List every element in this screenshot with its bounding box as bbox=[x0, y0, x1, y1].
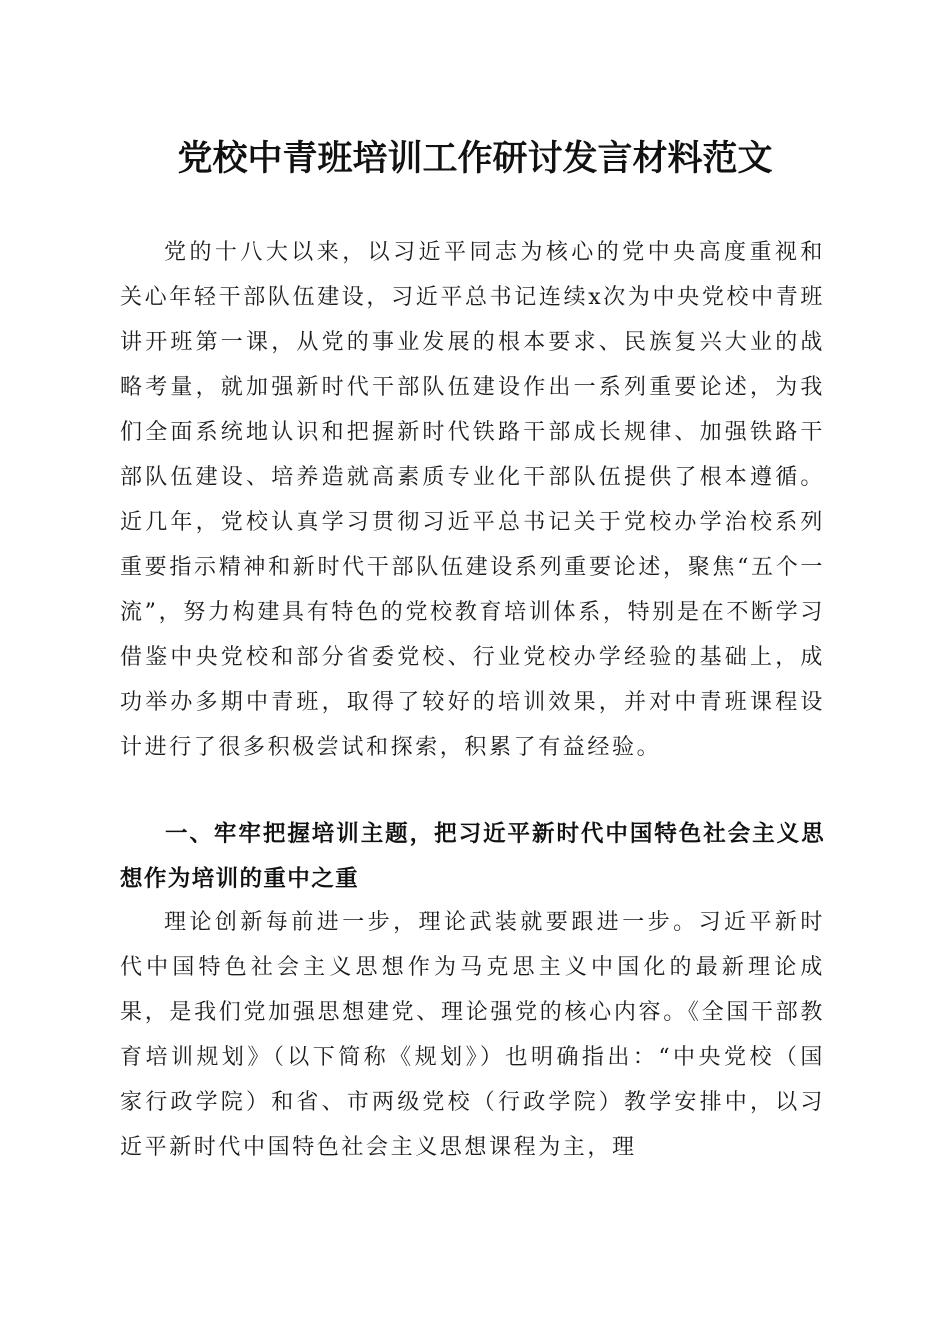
section-1-paragraph: 理论创新每前进一步，理论武装就要跟进一步。习近平新时代中国特色社会主义思想作为马克思主义中国化的最新理论成果，是我们党加强思想建党、理论强党的核心内容。《全国干部教育培训规划》（以下简称《规划》）也明确指出：“中央党校（国家行政学院）和省、市两级党校（行政学院）教学安排中，以习近平新时代中国特色社会主义思想课程为主，理 bbox=[120, 910, 825, 1160]
section-heading-1: 一、牢牢把握培训主题，把习近平新时代中国特色社会主义思想作为培训的重中之重 bbox=[120, 821, 825, 892]
document-title: 党校中青班培训工作研讨发言材料范文 bbox=[177, 138, 773, 179]
intro-paragraph: 党的十八大以来，以习近平同志为核心的党中央高度重视和关心年轻干部队伍建设，习近平总书记连续x次为中央党校中青班讲开班第一课，从党的事业发展的根本要求、民族复兴大业的战略考量，就加强新时代干部队伍建设作出一系列重要论述，为我们全面系统地认识和把握新时代铁路干部成长规律、加强铁路干部队伍建设、培养造就高素质专业化干部队伍提供了根本遵循。近几年，党校认真学习贯彻习近平总书记关于党校办学治校系列重要指示精神和新时代干部队伍建设系列重要论述，聚焦“五个一流”，努力构建具有特色的党校教育培训体系，特别是在不断学习借鉴中央党校和部分省委党校、行业党校办学经验的基础上，成功举办多期中青班，取得了较好的培训效果，并对中青班课程设计进行了很多积极尝试和探索，积累了有益经验。 bbox=[120, 240, 825, 760]
